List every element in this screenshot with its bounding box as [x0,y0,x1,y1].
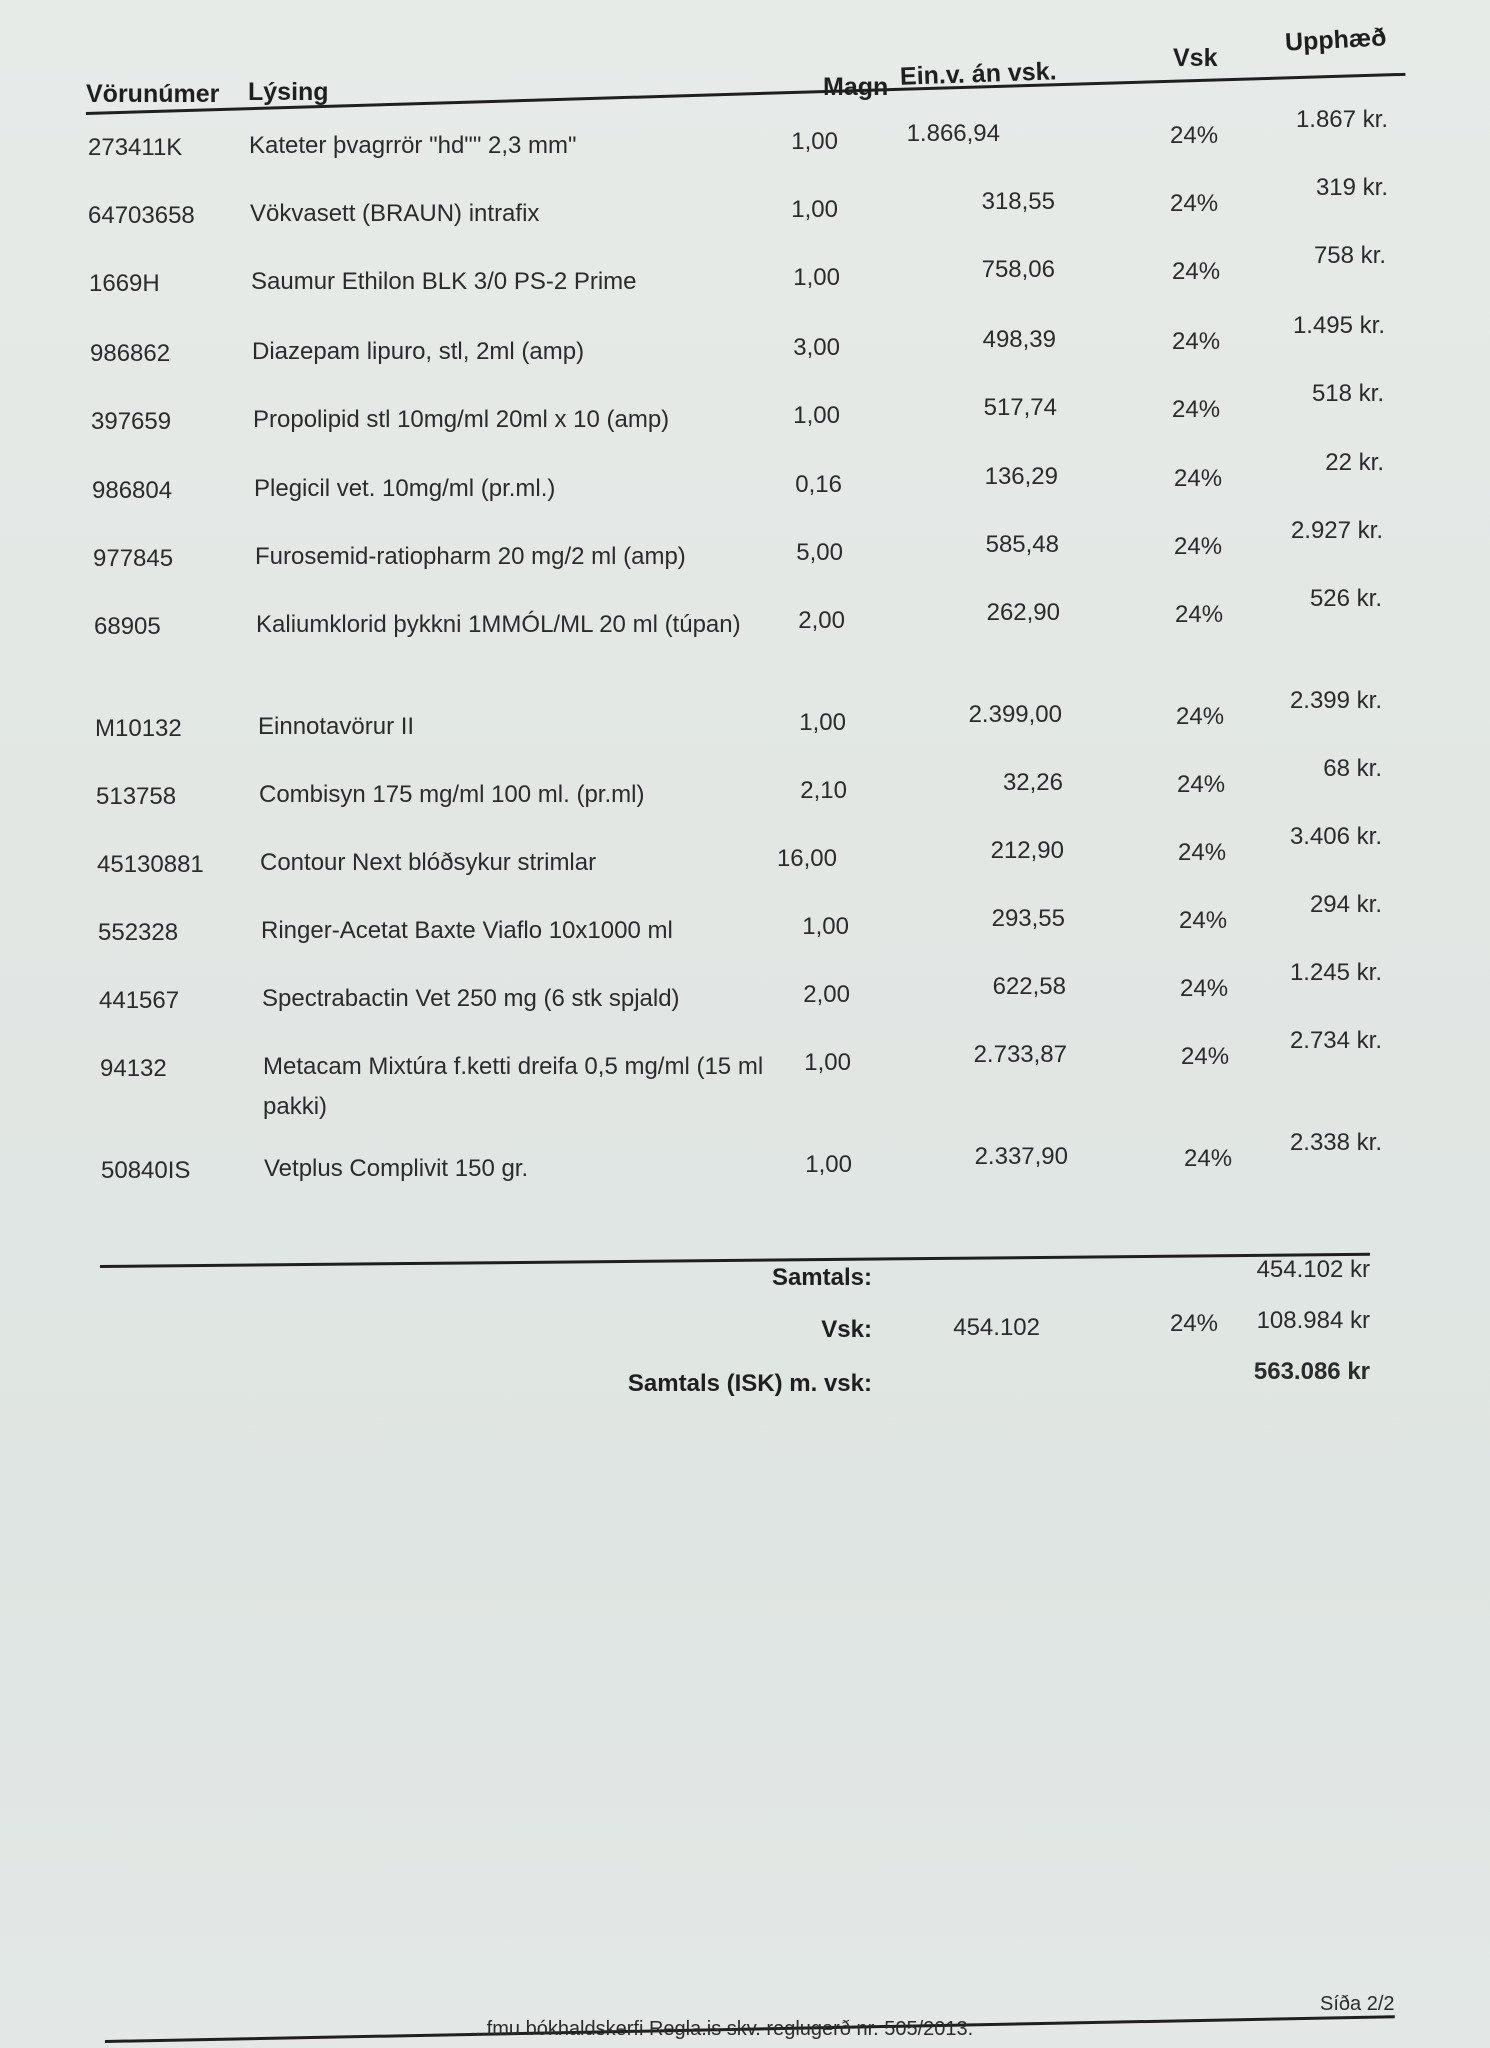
product-number: 68905 [94,613,161,640]
product-number: 273411K [88,134,183,161]
item-quantity: 1,00 [793,402,840,429]
item-amount: 758 kr. [1313,242,1386,269]
item-vat-rate: 24% [1172,396,1221,423]
item-unit-price: 2.399,00 [968,701,1062,728]
item-vat-rate: 24% [1178,839,1227,866]
item-quantity: 1,00 [805,1151,852,1178]
item-quantity: 5,00 [796,539,843,566]
item-description: Metacam Mixtúra f.ketti dreifa 0,5 mg/ml (15 ml pakki) [263,1053,764,1120]
item-description: Kaliumklorid þykkni 1MMÓL/ML 20 ml (túpan) [256,611,741,638]
subtotal-label: Samtals: [771,1264,872,1291]
item-quantity: 16,00 [776,845,837,872]
item-vat-rate: 24% [1170,122,1219,149]
product-number: 94132 [100,1055,167,1082]
item-amount: 68 kr. [1323,755,1382,782]
page-number: Síða 2/2 [1320,1993,1395,2015]
item-unit-price: 136,29 [984,463,1058,490]
item-quantity: 1,00 [802,913,849,940]
vat-value: 108.984 kr [1256,1307,1370,1334]
item-description: Plegicil vet. 10mg/ml (pr.ml.) [254,475,556,502]
grand-total-value: 563.086 kr [1253,1358,1370,1385]
item-quantity: 1,00 [793,264,840,291]
item-quantity: 1,00 [791,128,838,155]
product-number: 50840IS [101,1157,191,1184]
item-quantity: 3,00 [793,334,840,361]
vat-label: Vsk: [821,1316,872,1343]
item-unit-price: 517,74 [983,394,1057,421]
item-vat-rate: 24% [1172,258,1221,285]
item-description: Vökvasett (BRAUN) intrafix [250,200,540,227]
item-quantity: 2,00 [803,981,850,1008]
col-header-amount: Upphæð [1284,23,1388,57]
vat-base: 454.102 [953,1314,1040,1341]
item-description: Ringer-Acetat Baxte Viaflo 10x1000 ml [261,917,673,944]
item-amount: 294 kr. [1309,891,1382,918]
item-amount: 2.338 kr. [1289,1129,1382,1156]
item-vat-rate: 24% [1174,533,1223,560]
col-header-unit-price: Ein.v. án vsk. [899,57,1057,91]
item-description: Propolipid stl 10mg/ml 20ml x 10 (amp) [253,406,670,433]
product-number: 64703658 [88,202,195,229]
product-number: M10132 [95,715,182,742]
item-unit-price: 758,06 [981,256,1055,283]
item-vat-rate: 24% [1176,703,1225,730]
product-number: 45130881 [97,851,204,878]
item-description: Combisyn 175 mg/ml 100 ml. (pr.ml) [259,781,645,808]
vat-rate: 24% [1169,1310,1218,1337]
item-vat-rate: 24% [1177,771,1226,798]
item-amount: 319 kr. [1315,174,1388,201]
item-quantity: 1,00 [799,709,846,736]
col-header-vat: Vsk [1173,44,1218,72]
item-vat-rate: 24% [1174,465,1223,492]
item-unit-price: 498,39 [982,326,1056,353]
item-amount: 518 kr. [1311,380,1384,407]
item-amount: 1.245 kr. [1289,959,1382,986]
item-description: Spectrabactin Vet 250 mg (6 stk spjald) [262,985,680,1012]
item-amount: 22 kr. [1325,449,1384,476]
item-description: Furosemid-ratiopharm 20 mg/2 ml (amp) [255,543,686,570]
footer-text: ...fmu bókhaldskerfi Regla.is skv. reglugerð nr. 505/2013. [470,2018,974,2040]
item-quantity: 1,00 [791,196,838,223]
item-description: Diazepam lipuro, stl, 2ml (amp) [252,338,585,365]
item-unit-price: 2.733,87 [973,1041,1067,1068]
col-header-product-no: Vörunúmer [86,80,220,108]
product-number: 397659 [91,408,172,435]
item-amount: 1.867 kr. [1295,106,1388,133]
col-header-qty: Magn [823,73,889,101]
item-vat-rate: 24% [1172,328,1221,355]
item-vat-rate: 24% [1170,190,1219,217]
item-amount: 1.495 kr. [1292,312,1385,339]
col-header-description: Lýsing [248,78,329,106]
product-number: 552328 [98,919,179,946]
product-number: 977845 [93,545,174,572]
item-unit-price: 2.337,90 [974,1143,1068,1170]
item-unit-price: 622,58 [992,973,1066,1000]
item-description: Saumur Ethilon BLK 3/0 PS-2 Prime [251,268,637,295]
product-number: 1669H [89,270,160,297]
subtotal-value: 454.102 kr [1256,1256,1370,1283]
item-unit-price: 318,55 [981,188,1055,215]
item-unit-price: 32,26 [1002,769,1063,796]
item-vat-rate: 24% [1181,1043,1230,1070]
item-unit-price: 293,55 [991,905,1065,932]
grand-total-label: Samtals (ISK) m. vsk: [627,1370,872,1397]
product-number: 513758 [96,783,177,810]
item-description: Contour Next blóðsykur strimlar [260,849,597,876]
product-number: 441567 [99,987,180,1014]
item-vat-rate: 24% [1179,907,1228,934]
item-description: Einnotavörur II [258,713,415,740]
item-description: Kateter þvagrrör "hd"" 2,3 mm" [249,132,577,159]
item-amount: 3.406 kr. [1289,823,1382,850]
item-vat-rate: 24% [1184,1145,1233,1172]
item-amount: 2.399 kr. [1289,687,1382,714]
item-amount: 2.927 kr. [1290,517,1383,544]
item-amount: 2.734 kr. [1289,1027,1382,1054]
item-description: Vetplus Complivit 150 gr. [264,1155,529,1182]
item-unit-price: 212,90 [990,837,1064,864]
item-quantity: 0,16 [795,471,842,498]
item-unit-price: 585,48 [985,531,1059,558]
item-quantity: 2,00 [798,607,845,634]
item-quantity: 2,10 [800,777,847,804]
item-vat-rate: 24% [1175,601,1224,628]
item-quantity: 1,00 [804,1049,851,1076]
item-unit-price: 262,90 [986,599,1060,626]
item-amount: 526 kr. [1309,585,1382,612]
item-unit-price: 1.866,94 [906,120,1000,147]
product-number: 986862 [90,340,171,367]
item-vat-rate: 24% [1180,975,1229,1002]
product-number: 986804 [92,477,173,504]
